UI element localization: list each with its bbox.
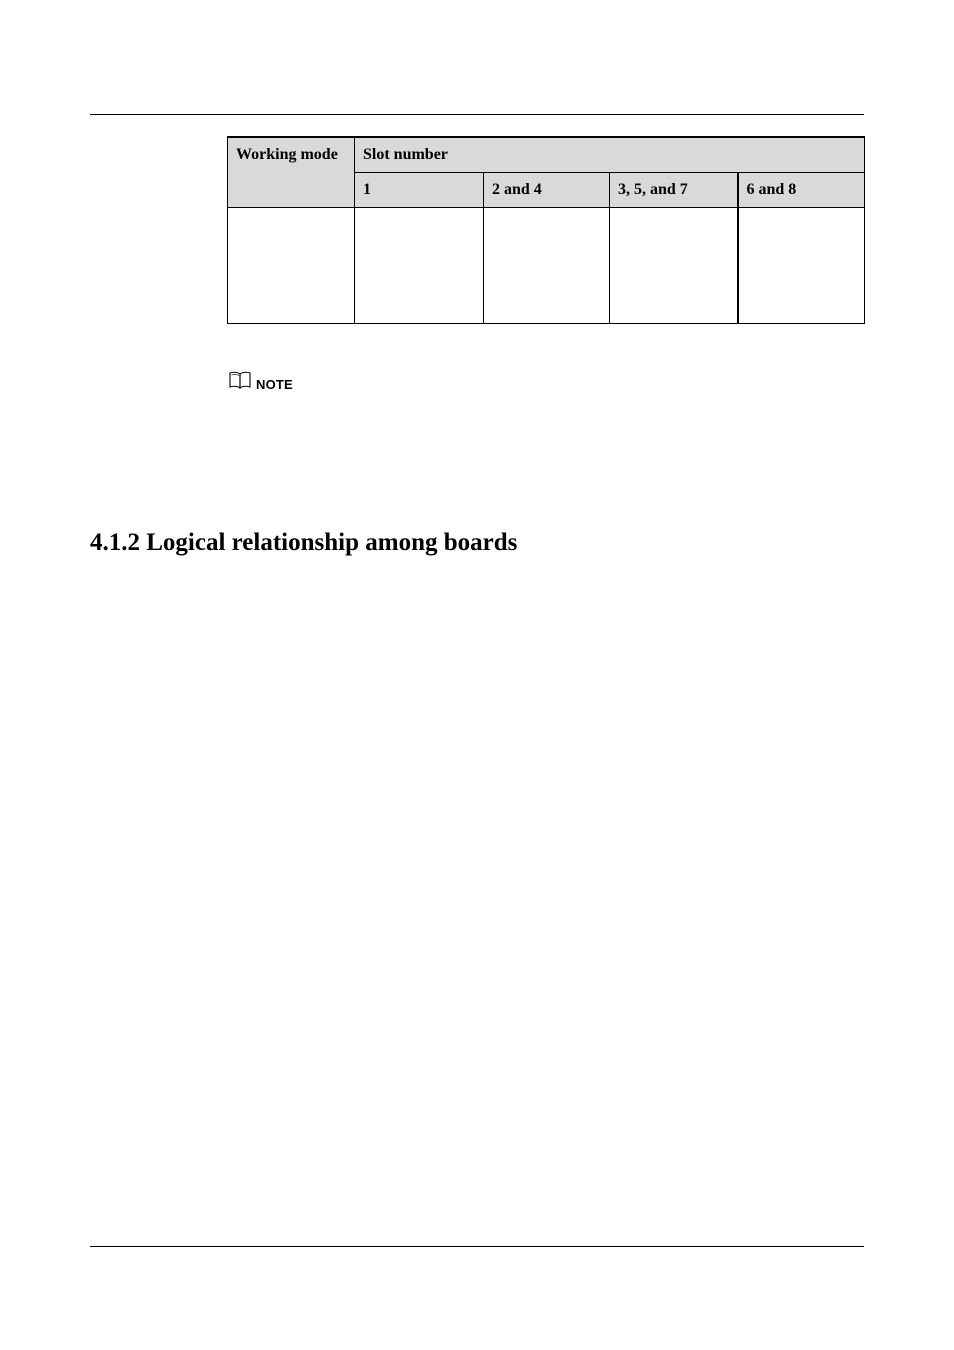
table-cell <box>355 208 484 324</box>
book-icon <box>228 370 252 395</box>
header-slot-2-4: 2 and 4 <box>484 173 610 208</box>
header-working-mode: Working mode <box>228 137 355 208</box>
table-row <box>228 208 865 324</box>
header-slot-1: 1 <box>355 173 484 208</box>
table-cell <box>610 208 738 324</box>
header-slot-number: Slot number <box>355 137 865 173</box>
slot-table <box>227 136 865 324</box>
note-callout <box>228 370 293 395</box>
table-cell <box>228 208 355 324</box>
header-rule <box>90 114 864 115</box>
header-slot-3-5-7: 3, 5, and 7 <box>610 173 738 208</box>
table-cell <box>484 208 610 324</box>
table-cell <box>738 208 865 324</box>
section-heading: 4.1.2 Logical relationship among boards <box>90 529 518 556</box>
footer-rule <box>90 1246 864 1247</box>
header-slot-6-8: 6 and 8 <box>738 173 865 208</box>
note-label: NOTE <box>256 377 293 392</box>
